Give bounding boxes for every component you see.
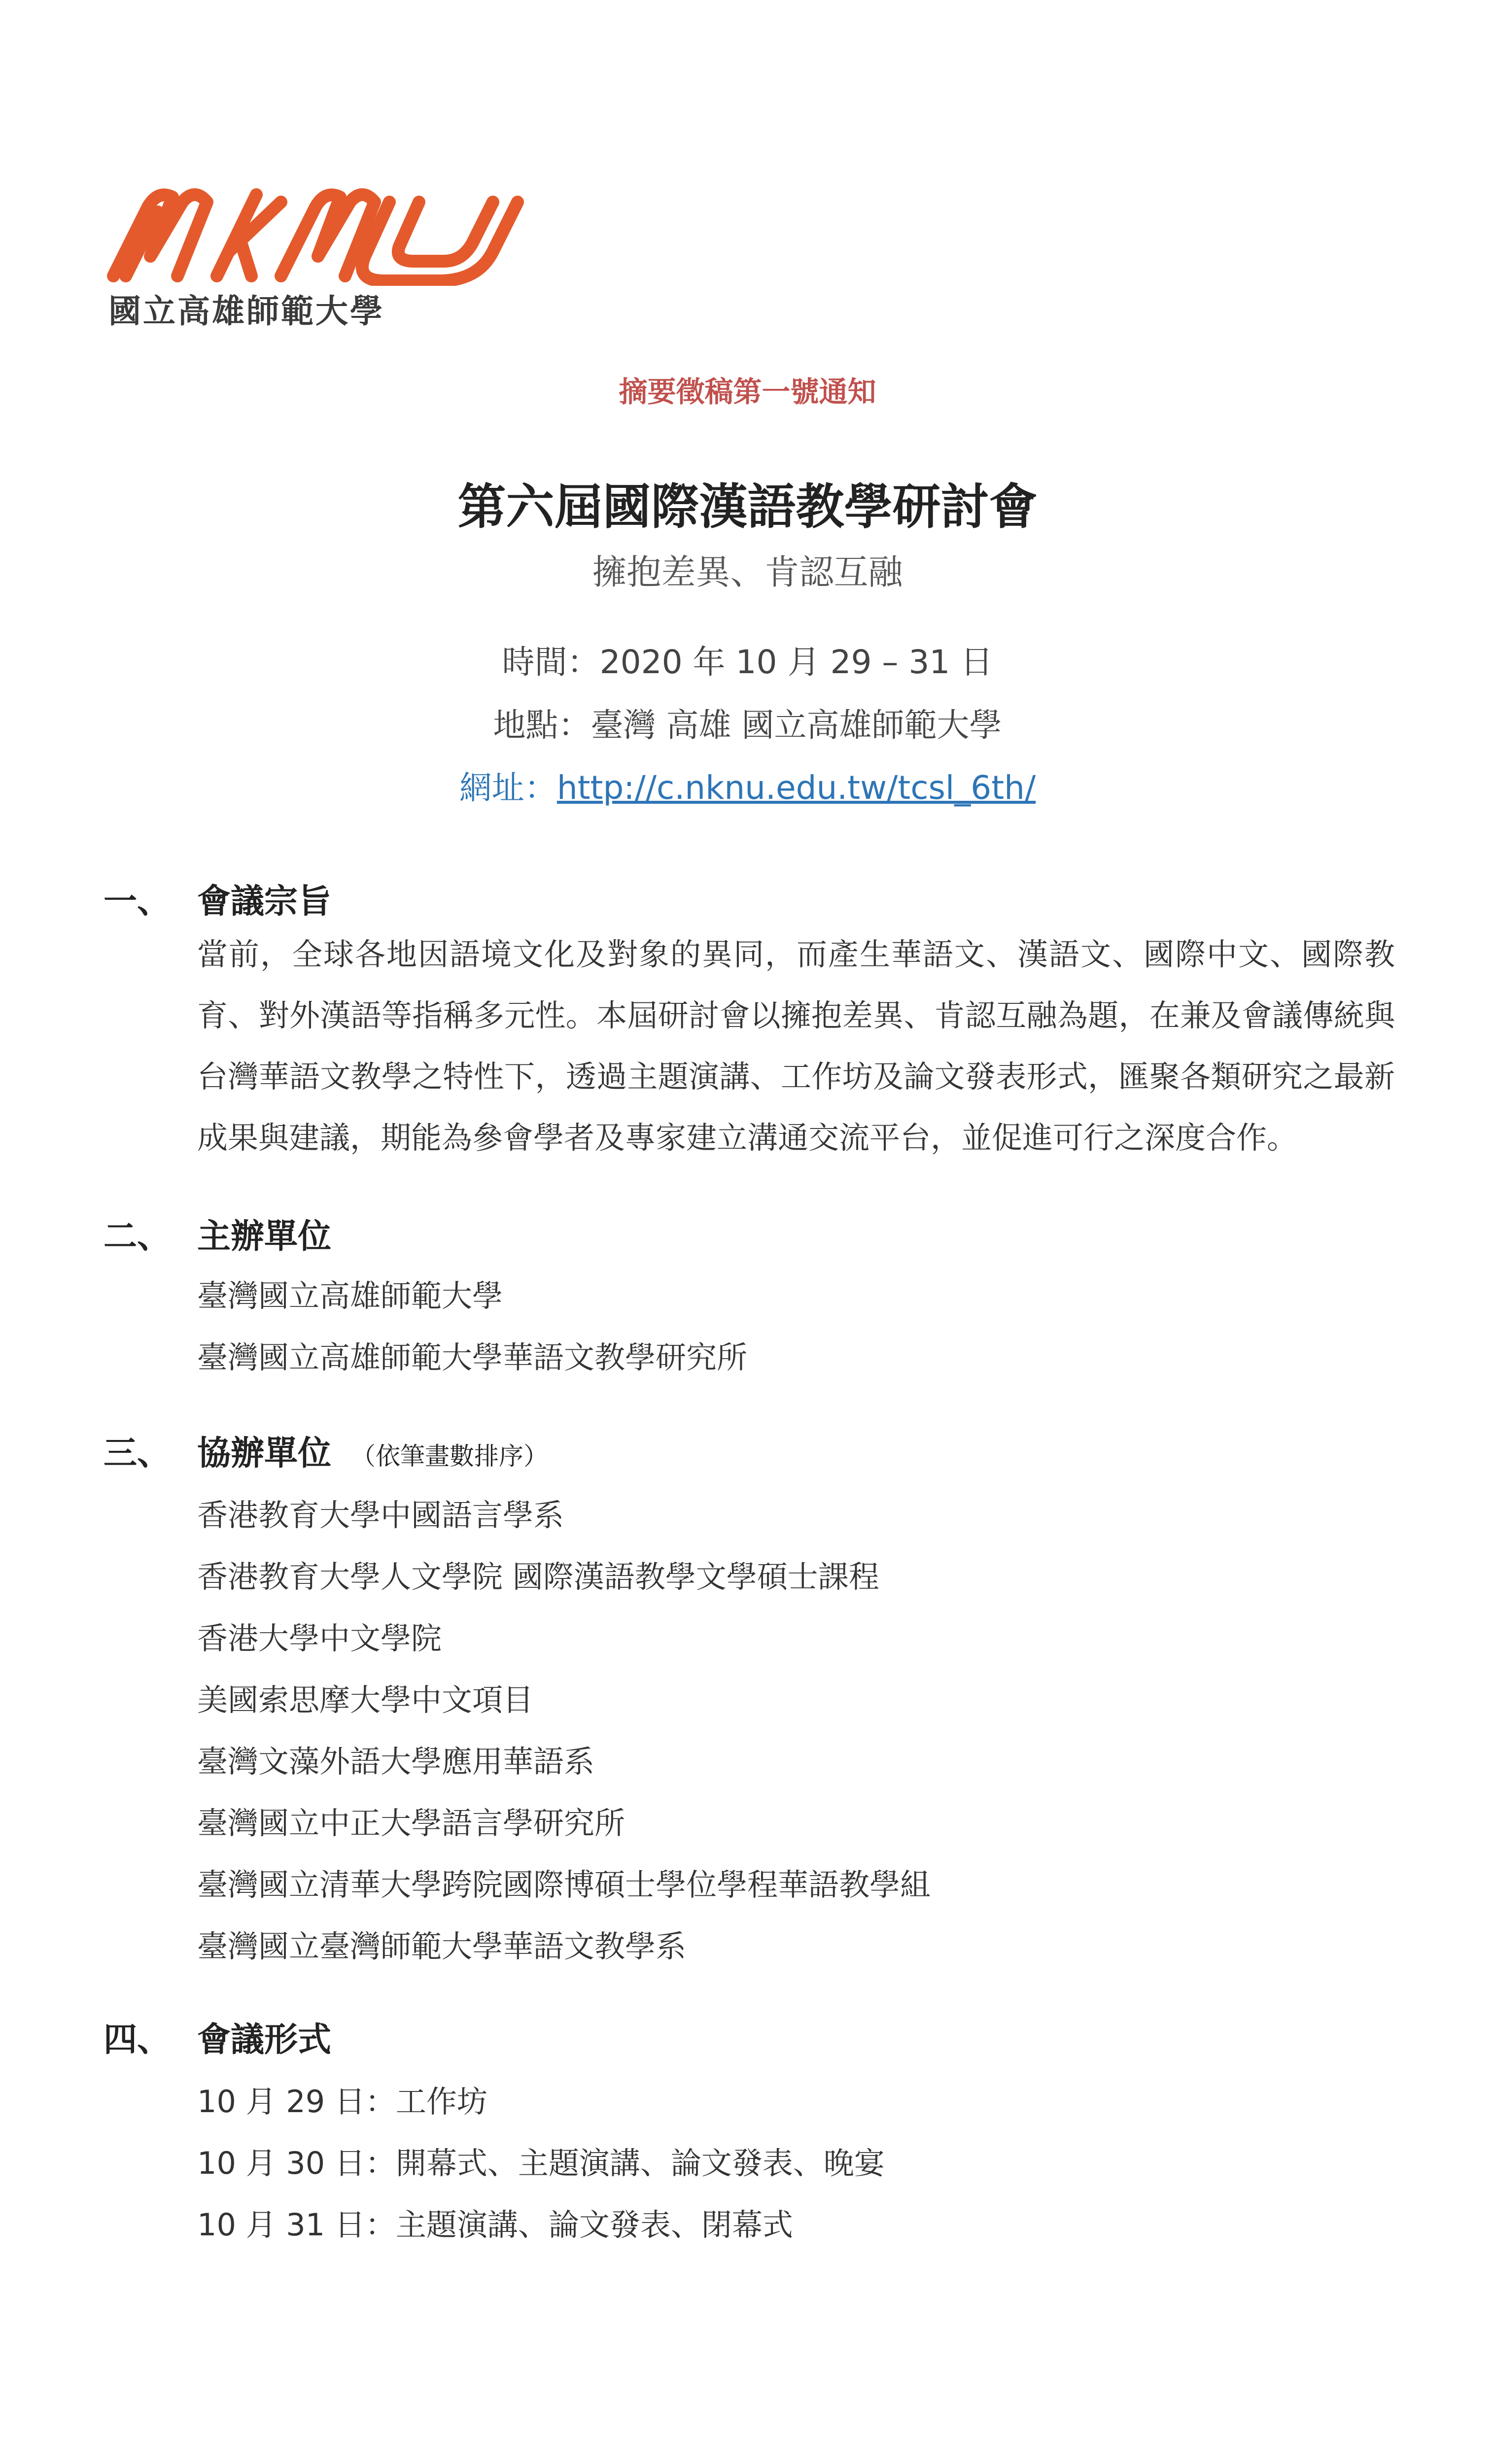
list-item: 10 月 29 日：工作坊 bbox=[197, 2084, 487, 2120]
section-title: 會議宗旨 bbox=[197, 882, 332, 921]
nknu-logo bbox=[104, 182, 537, 330]
section-organizers-heading bbox=[104, 1210, 331, 1258]
section-title: 協辦單位 bbox=[197, 1434, 332, 1473]
section-title: 會議形式 bbox=[197, 2020, 332, 2059]
url-label: 網址： bbox=[459, 769, 557, 807]
list-item: 美國索思摩大學中文項目 bbox=[197, 1682, 534, 1718]
list-item: 香港教育大學中國語言學系 bbox=[197, 1497, 564, 1533]
university-name: 國立高雄師範大學 bbox=[108, 292, 384, 330]
conference-website bbox=[0, 761, 1495, 808]
conference-subtitle: 擁抱差異、肯認互融 bbox=[592, 552, 903, 592]
list-item: 臺灣國立高雄師範大學 bbox=[197, 1278, 503, 1314]
list-item: 臺灣國立清華大學跨院國際博碩士學位學程華語教學組 bbox=[197, 1867, 931, 1903]
section-number: 三、 bbox=[104, 1434, 171, 1473]
list-item: 10 月 30 日：開幕式、主題演講、論文發表、晚宴 bbox=[197, 2145, 885, 2181]
nknu-wordmark-logo bbox=[104, 182, 537, 286]
list-item: 臺灣國立臺灣師範大學華語文教學系 bbox=[197, 1928, 687, 1964]
section-note: （依筆畫數排序） bbox=[351, 1442, 549, 1471]
section-purpose-heading bbox=[104, 875, 331, 923]
section-title: 主辦單位 bbox=[197, 1217, 332, 1256]
section-number: 一、 bbox=[104, 882, 171, 921]
list-item: 香港教育大學人文學院 國際漢語教學文學碩士課程 bbox=[197, 1559, 879, 1595]
website-link[interactable]: http://c.nknu.edu.tw/tcsl_6th/ bbox=[556, 769, 1036, 807]
list-item: 臺灣國立高雄師範大學華語文教學研究所 bbox=[197, 1339, 748, 1375]
list-item: 香港大學中文學院 bbox=[197, 1620, 442, 1656]
list-item: 臺灣文藻外語大學應用華語系 bbox=[197, 1744, 595, 1780]
conference-place: 地點：臺灣 高雄 國立高雄師範大學 bbox=[493, 706, 1002, 744]
list-item: 10 月 31 日：主題演講、論文發表、閉幕式 bbox=[197, 2207, 793, 2243]
notice-label: 摘要徵稿第一號通知 bbox=[619, 375, 876, 409]
section-format-heading bbox=[104, 2013, 331, 2061]
section-number: 二、 bbox=[104, 1217, 171, 1256]
purpose-paragraph: 當前，全球各地因語境文化及對象的異同，而產生華語文、漢語文、國際中文、國際教育、對外漢語等指稱多元性。本屆研討會以擁抱差異、肯認互融為題，在兼及會議傳統與台灣華語文教學之特性下，透過主題演講、工作坊及論文發表形式，匯聚各類研究之最新成果與建議，期能為參會學者及專家建立溝通交流平台，並促進可行之深度合作。 bbox=[197, 936, 1395, 1156]
conference-title: 第六屆國際漢語教學研討會 bbox=[457, 479, 1038, 535]
section-number: 四、 bbox=[104, 2020, 171, 2059]
list-item: 臺灣國立中正大學語言學研究所 bbox=[197, 1805, 626, 1841]
conference-time: 時間：2020 年 10 月 29 – 31 日 bbox=[502, 643, 993, 681]
section-co-organizers-heading bbox=[104, 1427, 548, 1474]
